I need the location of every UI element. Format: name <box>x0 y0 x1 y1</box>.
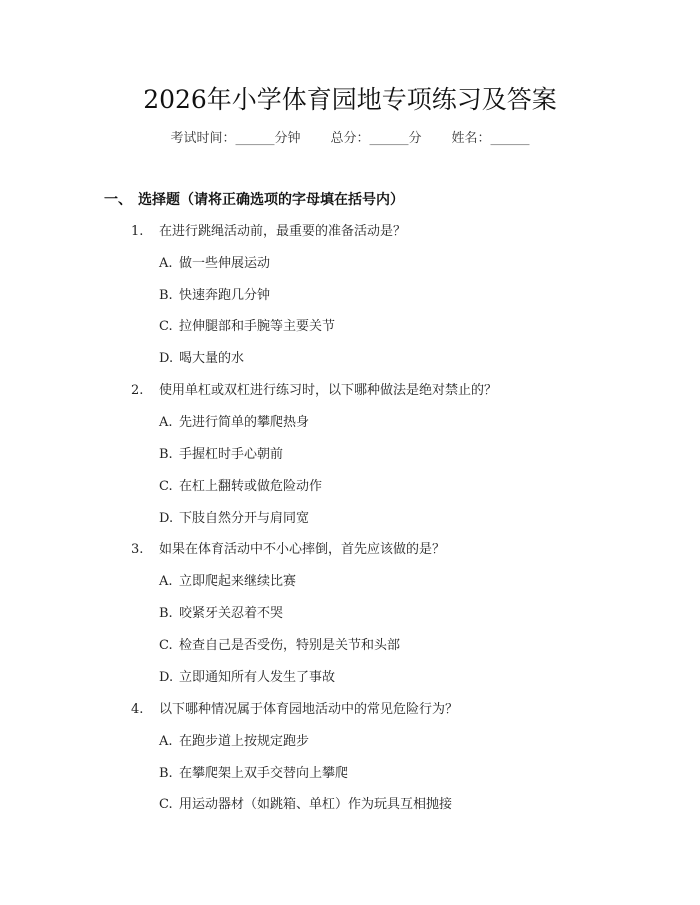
option-letter: B. <box>159 606 173 621</box>
section-title: 选择题（请将正确选项的字母填在括号内） <box>138 192 404 208</box>
option-3d <box>159 667 335 689</box>
option-text: 手握杠时手心朝前 <box>179 447 284 462</box>
option-3a <box>159 571 296 593</box>
option-1b <box>159 285 270 307</box>
option-text: 在攀爬架上双手交替向上攀爬 <box>179 766 349 781</box>
option-letter: C. <box>159 797 173 812</box>
option-text: 做一些伸展运动 <box>179 256 271 271</box>
option-letter: A. <box>159 734 173 749</box>
question-number: 1. <box>131 224 144 239</box>
option-letter: B. <box>159 288 173 303</box>
option-text: 用运动器材（如跳箱、单杠）作为玩具互相抛接 <box>179 797 453 812</box>
exam-score: 总分：______分 <box>330 131 422 146</box>
option-2b <box>159 444 283 466</box>
question-text: 以下哪种情况属于体育园地活动中的常见危险行为？ <box>159 702 459 717</box>
question-text: 如果在体育活动中不小心摔倒，首先应该做的是？ <box>159 542 446 557</box>
option-letter: D. <box>159 351 174 366</box>
exam-meta <box>0 128 700 150</box>
exam-time: 考试时间：______分钟 <box>170 131 301 146</box>
option-1d <box>159 348 244 370</box>
option-1c <box>159 316 335 338</box>
option-2c <box>159 476 322 498</box>
option-text: 快速奔跑几分钟 <box>179 288 271 303</box>
option-1a <box>159 253 270 275</box>
student-name: 姓名：______ <box>451 131 530 146</box>
option-2d <box>159 508 309 530</box>
option-text: 咬紧牙关忍着不哭 <box>179 606 284 621</box>
question-4 <box>131 699 458 721</box>
question-number: 2. <box>131 383 144 398</box>
question-number: 4. <box>131 702 144 717</box>
option-letter: C. <box>159 479 173 494</box>
section-heading <box>104 189 404 211</box>
option-text: 先进行简单的攀爬热身 <box>179 415 310 430</box>
question-text: 使用单杠或双杠进行练习时，以下哪种做法是绝对禁止的？ <box>159 383 498 398</box>
option-letter: A. <box>159 415 173 430</box>
question-1 <box>131 221 406 243</box>
option-text: 立即爬起来继续比赛 <box>179 574 297 589</box>
section-number: 一、 <box>104 192 132 208</box>
question-number: 3. <box>131 542 144 557</box>
option-2a <box>159 412 309 434</box>
option-text: 拉伸腿部和手腕等主要关节 <box>179 319 336 334</box>
question-3 <box>131 539 445 561</box>
document-title: 2026年小学体育园地专项练习及答案 <box>143 85 557 114</box>
option-text: 检查自己是否受伤，特别是关节和头部 <box>179 638 401 653</box>
question-2 <box>131 380 497 402</box>
option-3b <box>159 603 283 625</box>
option-4c <box>159 794 452 816</box>
option-letter: C. <box>159 319 173 334</box>
option-letter: D. <box>159 670 174 685</box>
option-text: 在跑步道上按规定跑步 <box>179 734 310 749</box>
option-letter: A. <box>159 574 173 589</box>
option-letter: B. <box>159 766 173 781</box>
option-3c <box>159 635 400 657</box>
option-4a <box>159 731 309 753</box>
option-letter: B. <box>159 447 173 462</box>
option-text: 喝大量的水 <box>179 351 245 366</box>
option-letter: C. <box>159 638 173 653</box>
option-text: 在杠上翻转或做危险动作 <box>179 479 323 494</box>
option-text: 立即通知所有人发生了事故 <box>179 670 336 685</box>
option-text: 下肢自然分开与肩同宽 <box>179 511 310 526</box>
question-text: 在进行跳绳活动前，最重要的准备活动是？ <box>159 224 407 239</box>
option-letter: D. <box>159 511 174 526</box>
option-4b <box>159 763 348 785</box>
option-letter: A. <box>159 256 173 271</box>
